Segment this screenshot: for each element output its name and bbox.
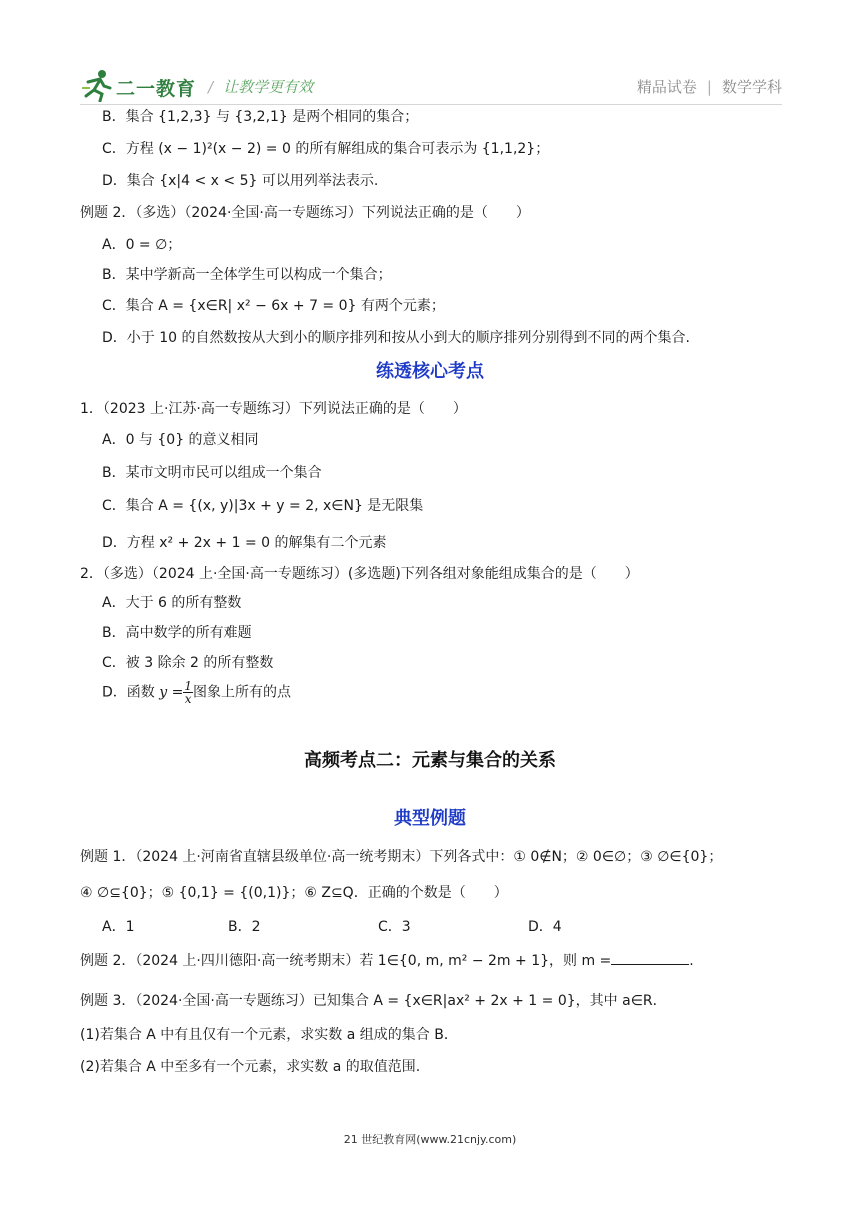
question-1-option-b: B．某市文明市民可以组成一个集合	[102, 465, 322, 481]
example-2b-stem: 例题 2．（2024 上·四川德阳·高一统考期末）若 1∈{0, m, m² − 2m + 1}，则 m = .	[80, 953, 694, 969]
header-divider	[80, 104, 782, 105]
question-1-option-a: A．0 与 {0} 的意义相同	[102, 432, 259, 448]
section-title-typical-examples: 典型例题	[394, 808, 466, 829]
brand-logo	[80, 68, 210, 104]
example-3-part-2: (2)若集合 A 中至多有一个元素，求实数 a 的取值范围.	[80, 1059, 421, 1075]
prev-option-b: B．集合 {1,2,3} 与 {3,2,1} 是两个相同的集合；	[102, 109, 419, 125]
section-title-element-set: 高频考点二：元素与集合的关系	[304, 750, 556, 771]
example-1-stem: 例题 1．（2024 上·河南省直辖县级单位·高一统考期末）下列各式中：① 0∉N；② 0∈∅；③ ∅∈{0}；	[80, 849, 723, 865]
example-2-stem: 例题 2．（多选）（2024·全国·高一专题练习）下列说法正确的是（ ）	[80, 205, 530, 221]
header-label-subject: 数学学科	[721, 78, 782, 96]
prev-option-c: C．方程 (x − 1)²(x − 2) = 0 的所有解组成的集合可表示为 {1,1,2}；	[102, 141, 550, 157]
question-1-option-c: C．集合 A = {(x, y)|3x + y = 2, x∈N} 是无限集	[102, 498, 424, 514]
fraction-one-over-x: $\frac{1}{x}$	[184, 679, 192, 706]
example-1-line-2: ④ ∅⊆{0}；⑤ {0,1} = {(0,1)}；⑥ Z⊆Q．正确的个数是（ ）	[80, 885, 508, 901]
example-1-option-c: C．3	[378, 919, 411, 935]
header-label-quality: 精品试卷	[636, 78, 697, 96]
example-2-option-d: D．小于 10 的自然数按从大到小的顺序排列和按从小到大的顺序排列分别得到不同的两个集合.	[102, 330, 690, 346]
example-2-option-c: C．集合 A = {x∈R| x² − 6x + 7 = 0} 有两个元素；	[102, 298, 445, 314]
question-1-stem: 1．（2023 上·江苏·高一专题练习）下列说法正确的是（ ）	[80, 401, 467, 417]
header-subject: 精品试卷 | 数学学科	[636, 78, 782, 96]
question-2-option-d: D．函数 y = $\frac{1}{x}$ 图象上所有的点	[102, 679, 291, 706]
example-1-option-b: B．2	[228, 919, 261, 935]
prev-option-d: D．集合 {x|4 < x < 5} 可以用列举法表示.	[102, 173, 379, 189]
question-2-option-c: C．被 3 除余 2 的所有整数	[102, 655, 274, 671]
example-1-option-a: A．1	[102, 919, 135, 935]
example-2-option-a: A．0 = ∅；	[102, 237, 182, 253]
answer-blank[interactable]	[611, 952, 689, 965]
question-1-option-d: D．方程 x² + 2x + 1 = 0 的解集有二个元素	[102, 535, 387, 551]
example-1-option-d: D．4	[528, 919, 562, 935]
runner-icon	[80, 68, 114, 102]
section-title-core: 练透核心考点	[376, 361, 484, 382]
question-2-option-a: A．大于 6 的所有整数	[102, 595, 242, 611]
page-footer: 21 世纪教育网(www.21cnjy.com)	[343, 1133, 517, 1146]
question-2-option-b: B．高中数学的所有难题	[102, 625, 252, 641]
header-slogan: / 让教学更有效	[208, 78, 314, 96]
example-3-stem: 例题 3．（2024·全国·高一专题练习）已知集合 A = {x∈R|ax² + 2x + 1 = 0}，其中 a∈R．	[80, 993, 667, 1009]
example-3-part-1: (1)若集合 A 中有且仅有一个元素，求实数 a 组成的集合 B．	[80, 1027, 458, 1043]
logo-text: 二一教育	[116, 79, 197, 100]
question-2-stem: 2．（多选）（2024 上·全国·高一专题练习）(多选题)下列各组对象能组成集合的是（ ）	[80, 566, 639, 582]
example-2-option-b: B．某中学新高一全体学生可以构成一个集合；	[102, 267, 392, 283]
